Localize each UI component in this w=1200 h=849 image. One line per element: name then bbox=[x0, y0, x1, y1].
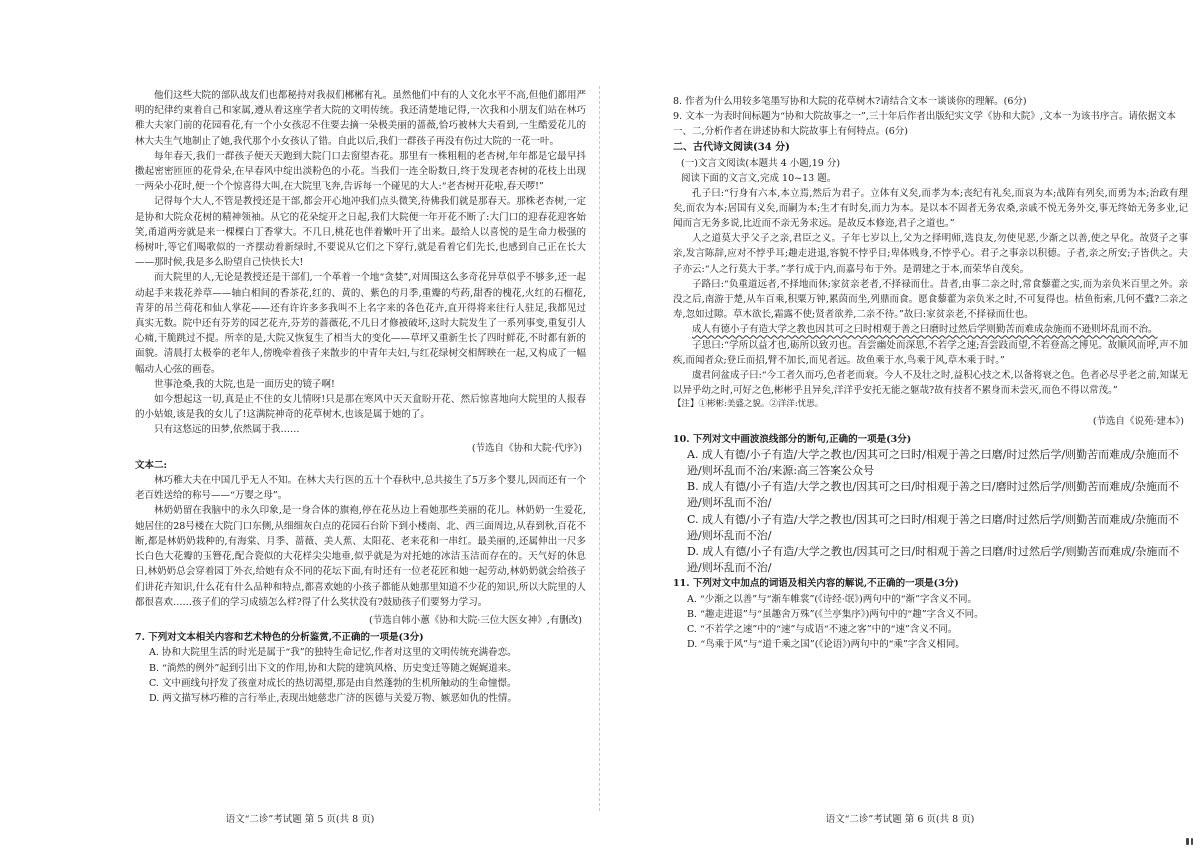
text1-paragraph: 记得每个大人,不管是教授还是干部,都会开心地冲我们点头微笑,待佛我们就是那春天。那株老杏树,一定是协和大院众花树的精神领袖。从它的花朵绽开之日起,我们大院便一年开花不断了:大门口的迎春花迎客始笑,甬道两旁就是来一棵棵白丁香掌大。不几日,桃花也伴着嫩叶开了出来。最给人以喜悦的是生命力极强的杨树叶,等它们喝歌似的一齐摆动着新绿时,不要说从它们之下穿行,就是看着它们先长,也感到自己正在长大——那时候,我是多么盼望自己快快长大! bbox=[135, 196, 586, 269]
scan-mark bbox=[1186, 838, 1189, 845]
text1-paragraph: 每年春天,我们一群孩子便天天跑到大院门口去窗望杏花。那里有一株粗粗的老杏树,年年都是它最早抖擞起密密匝匝的花骨朵,在早春风中绽出淡粉色的小花。当我们一连全盼数日,终于发现老杏树的花枝上出现一两朵小花时,便一个个惊喜得大叫,在大院里飞奔,告诉每一个碰见的大人:“老杏树开花啦,春天啰!” bbox=[135, 150, 586, 193]
question-11-option-b: B. “趣走进退”与“虽趣舍万殊”(《兰亭集序》)两句中的“趣”字含义不同。 bbox=[687, 608, 984, 620]
reading-instruction: 阅读下面的文言文,完成 10~13 题。 bbox=[681, 172, 837, 184]
question-11-option-c: C. “不若学之速”中的“速”与成语“不速之客”中的“速”含义不同。 bbox=[687, 624, 958, 636]
text1-paragraph: 如今想起这一切,真是止不住的女儿情呀!只是那在寒风中天天盒盼开花、然后惊喜地向大院里的人报春的小姑娘,该是我的女儿了!这满院神奇的花草树木,也该是属于她的了。 bbox=[135, 394, 586, 421]
question-11-option-a: A. “少渐之以善”与“渐车帷裳”(《诗经·氓》)两句中的“渐”字含义不同。 bbox=[687, 593, 977, 605]
page-footer: 语文“二诊”考试题 第 6 页(共 8 页) bbox=[825, 814, 975, 825]
text2-source: (节选自韩小蕙《协和大院·三位大医女神》,有删改) bbox=[369, 614, 582, 626]
text1-paragraph: 只有这悠远的田梦,依然属于我…… bbox=[154, 424, 300, 436]
question-7-option-a: A. 协和大院里生活的时光是属于“我”的独特生命记忆,作者对这里的文明传统充满眷恋。 bbox=[149, 647, 517, 659]
page-footer: 语文“二诊”考试题 第 5 页(共 8 页) bbox=[225, 814, 375, 825]
classical-paragraph: 子路曰:“负重道远者,不择地而休;家贫亲老者,不择禄而仕。昔者,由事二亲之时,常食藜藿之实,而为亲负米百里之外。亲没之后,南游于楚,从车百乘,积粟万钟,累茵而坐,列鼎而食。愿食藜藿为亲负米之时,不可复得也。枯鱼衔索,几何不蠹?二亲之寿,忽如过隙。草木欲长,霜露不使;贤者欲养,二亲不待。”故曰:家贫亲老,不择禄而仕也。 bbox=[673, 278, 1188, 321]
classical-paragraph: 虞君问盆成子曰:“今工者久而巧,色者老而衰。今人不及壮之时,益积心技之术,以备将衰之色。色者必尽乎老之前,知谋无以异乎幼之时,可好之色,彬彬乎且异矣,洋洋乎安托无能之躯哉?故有技者不累身而未尝灭,而色不得以常茂。” bbox=[673, 370, 1188, 397]
question-11-stem: 11. 下列对文中加点的词语及相关内容的解说,不正确的一项是(3分) bbox=[673, 578, 959, 590]
question-10-stem: 10. 下列对文中画波浪线部分的断句,正确的一项是(3分) bbox=[673, 433, 912, 445]
classical-paragraph: 子思曰:“学所以益才也,砺所以致刃也。吾尝幽处而深思,不若学之速;吾尝跂而望,不若登高之博见。故顺风而呼,声不加疾,而闻者众;登丘而招,臂不加长,而见者远。故鱼乘于水,鸟乘于风,草木乘于时。” bbox=[673, 339, 1188, 366]
question-8: 8. 作者为什么用较多笔墨写协和大院的花草树木?请结合文本一谈谈你的理解。(6分) bbox=[673, 96, 1027, 107]
text1-paragraph: 他们这些大院的部队战友们也都秘持对我叔们郴郴有礼。虽然他们中有的人文化水平不高,但他们都用严明的纪律约束着自己和家属,遵从着这座学者大院的文明传统。我还清楚地记得,一次我和小朋友们站在林巧稚大夫家门前的花园看花,有一个小女孩忍不住要去摘一朵极美丽的蔷薇,恰巧被林大夫看到,一生酷爱花儿的林大夫生气地制止了她,我代那个小女孩认了错。自此以后,我们一群孩子再没有伤过大院的一花一叶。 bbox=[135, 90, 586, 147]
question-11-option-d: D. “鸟乘于风”与“道千乘之国”(《论语》)两句中的“乘”字含义相同。 bbox=[687, 639, 965, 651]
text1-paragraph: 世事沧桑,我的大院,也是一面历史的镜子啊! bbox=[154, 378, 335, 390]
question-10-option-b: B. 成人有德/小子有造/大学之教也/因其可之曰/时相观于善之曰/磨时过然后学/则勤苦而难成/杂施而不逊/则坏乱而不治/ bbox=[687, 480, 1180, 510]
text1-paragraph: 而大院里的人,无论是教授还是干部们,一个革着一个地“贪婪”,对周围这么多奇花异草似乎不够多,还一起动起手来栽花养草——轴白相间的香茶花,红的、黄的、紫色的月季,重瓣的芍药,甜香的槐花,火红的石榴花,青芽的吊兰荷花和仙人掌花——还有许许多多我叫不上名字来的各色花卉,直开得将来往行人驻足,我都见过真实无数。院中还有芬芳的园艺花卉,芬芳的蔷薇花,不几日才修被破坏,这时大院发生了一系列事变,重复引人心痛,干脆跳过不提。所幸的是,大院又恢复生了相当大的变化——草坪又重新生长了四时鲜花,不时都有新的面貌。清晨打太极拳的老年人,傍晚牵着孩子来散步的中青年夫妇,与红花绿树交相辉映在一起,又构成了一幅幅动人心弦的画卷。 bbox=[135, 272, 586, 375]
classical-paragraph: 人之道莫大乎父子之亲,君臣之义。子年七岁以上,父为之择明师,选良友,勿使见恶,少渐之以善,使之早化。故贤子之事亲,发言陈辞,应对不悖乎耳;趣走进退,容貌不悖乎目;卑体贱身,不悖乎心。君子之事亲以积德。子者,亲之所安;子皆供之。夫子亦云:“人之行莫大于孝。”孝行成于内,而嘉号布于外。是谓建之于本,而荣华自茂矣。 bbox=[673, 233, 1188, 275]
text2-label: 文本二: bbox=[135, 459, 168, 471]
question-7-option-b: B. “淌然的例外”起到引出下文的作用,协和大院的建筑风格、历史变迁等随之娓娓道来。 bbox=[149, 662, 517, 674]
classical-paragraph: 孔子曰:“行身有六本,本立焉,然后为君子。立体有义矣,而孝为本;丧纪有礼矣,而哀为本;战阵有列矣,而勇为本;治政有理矣,而农为本;居国有义矣,而嗣为本;生才有时矣,而力为本。是以本不固者无务农桑,亲戚不悦无务外交,事无终始无务多业,记闻而言无务多说,比近而不亲无务求远。是故反本修迩,君子之道也。” bbox=[673, 187, 1188, 230]
wavy-underlined-passage: 成人有德小子有造大学之教也因其可之曰时相观于善之曰磨时过然后学则勤苦而难成杂施而不逊则坏乱而不治。 bbox=[692, 324, 1158, 336]
exam-page-6 bbox=[600, 0, 1200, 849]
subsection-heading: (一)文言文阅读(本题共 4 小题,19 分) bbox=[681, 157, 841, 169]
question-9: 9. 文本一为表时间标题为“协和大院故事之一”,三十年后作者出版纪实文学《协和大院》,文本一为该书序言。请依据文本一、二,分析作者在讲述协和大院故事上有何特点。(6分) bbox=[673, 111, 1176, 138]
text2-paragraph: 林巧稚大夫在中国几乎无人不知。在林大夫行医的五十个春秋中,总共接生了5万多个婴儿,因而还有一个老百姓送给的称号——“万婴之母”。 bbox=[135, 475, 586, 502]
question-10-option-c: C. 成人有德/小子有造/大学之教也/因其可之曰时/相观于善之曰磨/时过然后学/则勤苦而难成/杂施而不逊/则坏乱而不治/ bbox=[687, 512, 1179, 542]
question-10-option-d: D. 成人有德/小子有造/大学之教也/因其可之曰/时相观于善之曰磨/时过然后学/则勤苦而难成/杂施而不逊/则坏乱而不治/ bbox=[687, 545, 1180, 575]
text1-source: (节选自《协和大院·代序》) bbox=[471, 442, 582, 454]
question-7-stem: 7. 下列对文本相关内容和艺术特色的分析鉴赏,不正确的一项是(3分) bbox=[135, 632, 424, 644]
question-7-option-d: D. 两文描写林巧稚的言行举止,表现出她慈悲广济的医德与关爱万物、嫉恶如仇的性情。 bbox=[149, 692, 517, 704]
section-2-heading: 二、古代诗文阅读(34 分) bbox=[673, 141, 790, 153]
annotation-note: 【注】①彬彬:美盛之貌。②洋洋:忧思。 bbox=[673, 399, 824, 410]
classical-source: (节选自《说苑·建本》) bbox=[1092, 416, 1184, 428]
question-7-option-c: C. 文中画线句抒发了孩童对成长的热切渴望,那是由自然蓬勃的生机所触动的生命憧憬。 bbox=[149, 677, 517, 689]
question-10-option-a: A. 成人有德/小子有造/大学之教也/因其可之曰时/相观于善之曰磨/时过然后学/则勤苦而难成/杂施而不逊/则坏乱而不治/来源:高三答案公众号 bbox=[687, 447, 1179, 478]
text2-paragraph: 林奶奶留在我脑中的永久印象,是一身合体的旗袍,停在花丛边上看她那些美丽的花儿。林奶奶一生爱花,她居住的28号楼在大院门口东侧,从细细灰白点的花园石台阶下到小楼南、北、西三面周边,从春到秋,百花不断,都是林奶奶栽种的,有海棠、月季、蔷薇、美人蕉、太阳花、老来花和一串红。最美丽的,还属伸出一尺多长白色大花瓣的玉簪花,配合瓷似的大花样尖尖地垂,似乎就是为对托她的冰洁玉洁而存在的。天气好的休息日,林奶奶总会穿着园丁外衣,给她有众不同的花坛下面,有时还有一位老花匠和她一起劳动,林奶奶就会给孩子们讲花卉知识,什么花有什么品种和特点,都喜欢她的小孩子都能从她那里知道不少花的知识,所以大院里的人都很喜欢……孩子们的学习成绩怎么样?得了什么奖状没有?鼓励孩子们要努力学习。 bbox=[135, 505, 586, 608]
scan-mark bbox=[1191, 838, 1193, 845]
